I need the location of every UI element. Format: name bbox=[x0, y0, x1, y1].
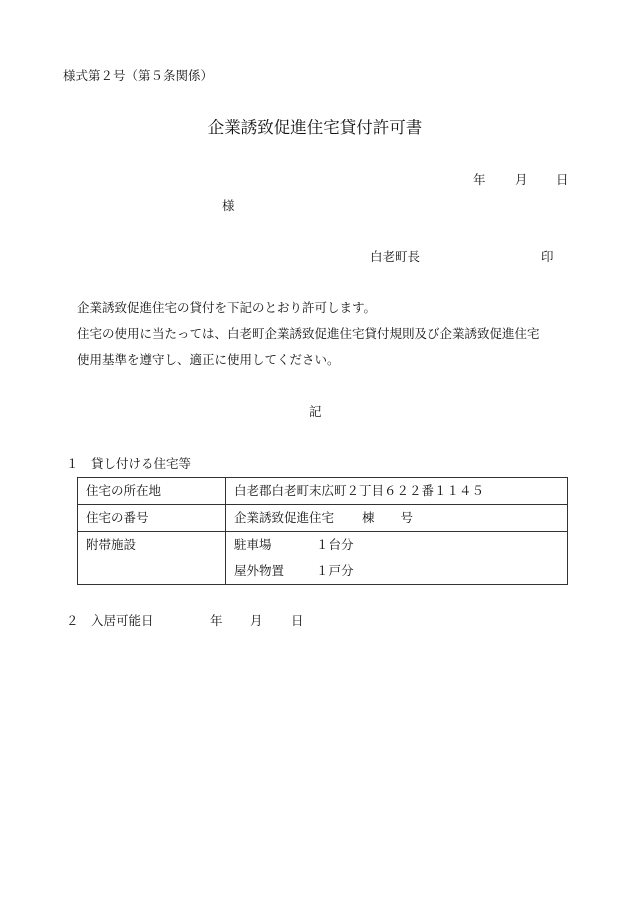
issuer-name: 白老町長 bbox=[370, 249, 421, 264]
body-paragraph-3: 使用基準を遵守し、適正に使用してください。 bbox=[77, 352, 340, 367]
facility-name: 屋外物置 bbox=[234, 562, 285, 578]
facilities-value bbox=[226, 532, 568, 585]
housing-building-label: 棟 bbox=[362, 509, 375, 525]
facilities-label: 附帯施設 bbox=[78, 532, 226, 585]
table-row bbox=[78, 532, 568, 585]
addressee-suffix: 様 bbox=[222, 198, 235, 213]
date-day-label: 日 bbox=[556, 172, 569, 187]
seal-mark: 印 bbox=[541, 249, 554, 264]
housing-unit-label: 号 bbox=[400, 509, 414, 525]
ki-heading: 記 bbox=[309, 404, 322, 419]
housing-number-prefix: 企業誘致促進住宅 bbox=[234, 509, 335, 525]
location-label: 住宅の所在地 bbox=[78, 478, 226, 505]
move-in-year-label: 年 bbox=[210, 613, 223, 628]
facility-count: １戸分 bbox=[316, 562, 354, 578]
facility-name: 駐車場 bbox=[234, 536, 272, 552]
housing-number-value bbox=[226, 505, 568, 532]
move-in-day-label: 日 bbox=[291, 613, 304, 628]
body-paragraph-1: 企業誘致促進住宅の貸付を下記のとおり許可します。 bbox=[77, 300, 377, 315]
move-in-month-label: 月 bbox=[250, 613, 263, 628]
section1-title: １ 貸し付ける住宅等 bbox=[66, 456, 192, 471]
housing-number-label: 住宅の番号 bbox=[78, 505, 226, 532]
section2-title: ２ 入居可能日 bbox=[66, 613, 154, 628]
date-month-label: 月 bbox=[515, 172, 528, 187]
facility-item bbox=[234, 532, 567, 558]
facility-count: １台分 bbox=[316, 536, 354, 552]
form-number: 様式第２号（第５条関係） bbox=[63, 68, 214, 83]
document-title: 企業誘致促進住宅貸付許可書 bbox=[207, 118, 423, 137]
body-paragraph-2: 住宅の使用に当たっては、白老町企業誘致促進住宅貸付規則及び企業誘致促進住宅 bbox=[77, 326, 540, 341]
table-row bbox=[78, 505, 568, 532]
date-year-label: 年 bbox=[473, 172, 486, 187]
housing-table bbox=[77, 477, 568, 585]
facility-item bbox=[234, 558, 567, 584]
table-row bbox=[78, 478, 568, 505]
location-value: 白老郡白老町末広町２丁目６２２番１１４５ bbox=[226, 478, 568, 505]
